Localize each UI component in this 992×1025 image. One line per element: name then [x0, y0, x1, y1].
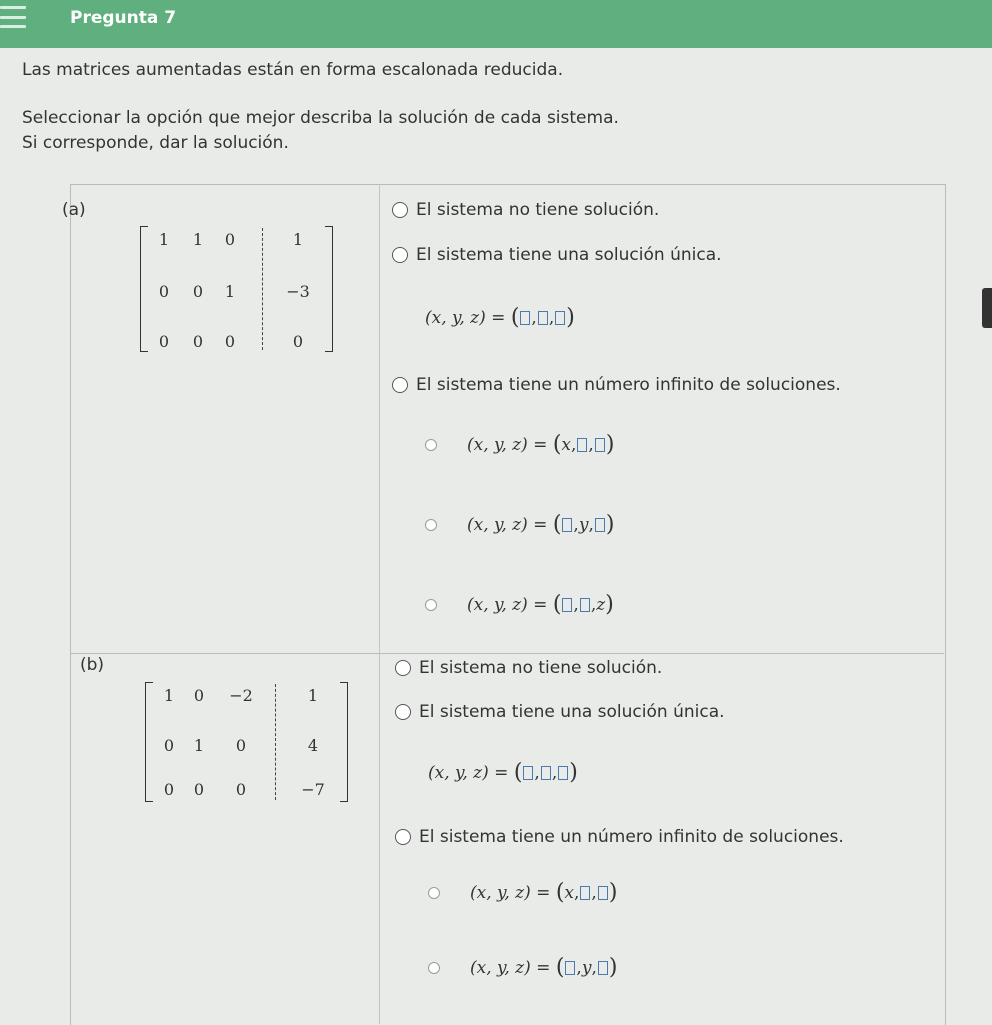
matrix-cell: 1: [192, 230, 204, 249]
radio-icon[interactable]: [425, 519, 437, 531]
matrix-cell: 1: [193, 736, 205, 755]
unique-solution-expression: (x, y, z) = ( , , ): [428, 760, 578, 785]
answer-box[interactable]: [565, 961, 575, 975]
answer-box[interactable]: [580, 886, 590, 900]
divider: [70, 653, 944, 654]
scroll-handle[interactable]: [982, 288, 992, 328]
part-a-matrix: [140, 222, 340, 357]
answer-box[interactable]: [598, 886, 608, 900]
param-option-x-free[interactable]: (x, y, z) = ( x , , ): [428, 880, 617, 905]
radio-icon[interactable]: [395, 660, 411, 676]
part-b-label: (b): [80, 655, 105, 675]
option-label: El sistema tiene una solución única.: [416, 245, 722, 265]
answer-box[interactable]: [555, 311, 565, 325]
part-b-matrix: [145, 680, 355, 805]
param-option-y-free[interactable]: (x, y, z) = ( , y , ): [428, 955, 617, 980]
intro-line-2: Seleccionar la opción que mejor describa la solución de cada sistema.: [22, 108, 619, 128]
matrix-cell: 1: [307, 686, 319, 705]
matrix-cell: 1: [163, 686, 175, 705]
matrix-cell: 1: [224, 282, 236, 301]
intro-line-1: Las matrices aumentadas están en forma escalonada reducida.: [22, 60, 564, 80]
top-bar: [0, 0, 992, 48]
menu-icon[interactable]: [0, 6, 26, 28]
option-infinite-solutions[interactable]: [392, 375, 841, 395]
matrix-cell: −7: [301, 780, 325, 799]
radio-icon[interactable]: [428, 962, 440, 974]
question-title: Pregunta 7: [70, 8, 177, 28]
param-option-y-free[interactable]: (x, y, z) = ( , y , ): [425, 512, 614, 537]
matrix-cell: 0: [235, 736, 247, 755]
radio-icon[interactable]: [392, 202, 408, 218]
matrix-cell: 0: [158, 282, 170, 301]
matrix-cell: 0: [292, 332, 304, 351]
matrix-cell: 0: [192, 282, 204, 301]
matrix-cell: −3: [286, 282, 310, 301]
answer-box[interactable]: [520, 311, 530, 325]
answer-box[interactable]: [598, 961, 608, 975]
answer-box[interactable]: [577, 438, 587, 452]
matrix-cell: 1: [158, 230, 170, 249]
param-option-z-free[interactable]: (x, y, z) = ( , , z ): [425, 592, 614, 617]
divider: [379, 184, 380, 654]
option-label: El sistema no tiene solución.: [416, 200, 660, 220]
option-label: El sistema tiene un número infinito de soluciones.: [416, 375, 841, 395]
option-no-solution[interactable]: [395, 658, 662, 678]
matrix-cell: 0: [193, 780, 205, 799]
part-a-label: (a): [62, 200, 86, 220]
matrix-cell: 0: [158, 332, 170, 351]
divider: [379, 654, 380, 1024]
option-label: El sistema no tiene solución.: [419, 658, 663, 678]
option-unique-solution[interactable]: [395, 702, 725, 722]
answer-box[interactable]: [595, 438, 605, 452]
matrix-cell: 0: [224, 332, 236, 351]
answer-box[interactable]: [562, 598, 572, 612]
matrix-cell: −2: [229, 686, 253, 705]
matrix-cell: 0: [163, 780, 175, 799]
unique-solution-expression: (x, y, z) = ( , , ): [425, 305, 575, 330]
radio-icon[interactable]: [425, 599, 437, 611]
answer-box[interactable]: [558, 766, 568, 780]
option-label: El sistema tiene una solución única.: [419, 702, 725, 722]
radio-icon[interactable]: [392, 247, 408, 263]
answer-box[interactable]: [595, 518, 605, 532]
radio-icon[interactable]: [392, 377, 408, 393]
answer-box[interactable]: [538, 311, 548, 325]
matrix-cell: 0: [224, 230, 236, 249]
radio-icon[interactable]: [428, 887, 440, 899]
param-option-x-free[interactable]: (x, y, z) = ( x , , ): [425, 432, 614, 457]
matrix-cell: 4: [307, 736, 319, 755]
radio-icon[interactable]: [395, 704, 411, 720]
matrix-cell: 0: [235, 780, 247, 799]
radio-icon[interactable]: [395, 829, 411, 845]
intro-line-3: Si corresponde, dar la solución.: [22, 133, 289, 153]
matrix-cell: 1: [292, 230, 304, 249]
option-no-solution[interactable]: [392, 200, 659, 220]
option-unique-solution[interactable]: [392, 245, 722, 265]
answer-box[interactable]: [580, 598, 590, 612]
matrix-cell: 0: [192, 332, 204, 351]
radio-icon[interactable]: [425, 439, 437, 451]
matrix-cell: 0: [163, 736, 175, 755]
option-label: El sistema tiene un número infinito de soluciones.: [419, 827, 844, 847]
answer-box[interactable]: [562, 518, 572, 532]
answer-box[interactable]: [523, 766, 533, 780]
matrix-cell: 0: [193, 686, 205, 705]
answer-box[interactable]: [541, 766, 551, 780]
option-infinite-solutions[interactable]: [395, 827, 844, 847]
